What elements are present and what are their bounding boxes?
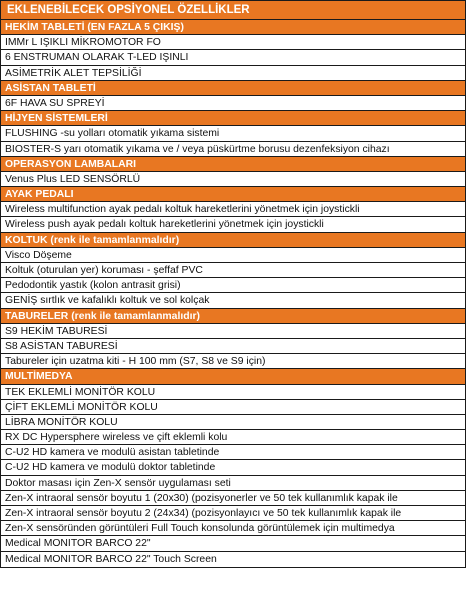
section-header: KOLTUK (renk ile tamamlanmalıdır): [1, 233, 465, 248]
section-header: TABURELER (renk ile tamamlanmalıdır): [1, 309, 465, 324]
table-body: [1, 20, 465, 567]
option-row: LİBRA MONİTÖR KOLU: [1, 415, 465, 430]
section-header: OPERASYON LAMBALARI: [1, 157, 465, 172]
option-row: C-U2 HD kamera ve modulü asistan tabletinde: [1, 445, 465, 460]
option-row: Zen-X sensöründen görüntüleri Full Touch konsolunda görüntülemek için multimedya: [1, 521, 465, 536]
option-row: S9 HEKİM TABURESİ: [1, 324, 465, 339]
option-row: Doktor masası için Zen-X sensör uygulaması seti: [1, 476, 465, 491]
section-header: HİJYEN SİSTEMLERİ: [1, 111, 465, 126]
option-row: TEK EKLEMLİ MONİTÖR KOLU: [1, 385, 465, 400]
option-row: Pedodontik yastık (kolon antrasit grisi): [1, 278, 465, 293]
option-row: Zen-X intraoral sensör boyutu 1 (20x30) (pozisyonerler ve 50 tek kullanımlık kapak ile: [1, 491, 465, 506]
option-row: 6 ENSTRUMAN OLARAK T-LED IŞINLI: [1, 50, 465, 65]
option-row: Medical MONITOR BARCO 22": [1, 536, 465, 551]
option-row: RX DC Hypersphere wireless ve çift eklemli kolu: [1, 430, 465, 445]
option-row: Wireless push ayak pedalı koltuk hareketlerini yönetmek için joystickli: [1, 217, 465, 232]
option-row: ASİMETRİK ALET TEPSİLİĞİ: [1, 66, 465, 81]
section-header: ASİSTAN TABLETİ: [1, 81, 465, 96]
section-header: AYAK PEDALI: [1, 187, 465, 202]
option-row: Zen-X intraoral sensör boyutu 2 (24x34) (pozisyonlayıcı ve 50 tek kullanımlık kapak ile: [1, 506, 465, 521]
option-row: IMMr L IŞIKLI MİKROMOTOR FO: [1, 35, 465, 50]
option-row: GENİŞ sırtlık ve kafalıklı koltuk ve sol kolçak: [1, 293, 465, 308]
section-header: HEKİM TABLETİ (EN FAZLA 5 ÇIKIŞ): [1, 20, 465, 35]
option-row: S8 ASİSTAN TABURESİ: [1, 339, 465, 354]
option-row: ÇİFT EKLEMLİ MONİTÖR KOLU: [1, 400, 465, 415]
option-row: C-U2 HD kamera ve modulü doktor tabletinde: [1, 460, 465, 475]
option-row: Visco Döşeme: [1, 248, 465, 263]
option-row: Tabureler için uzatma kiti - H 100 mm (S7, S8 ve S9 için): [1, 354, 465, 369]
section-header: MULTİMEDYA: [1, 369, 465, 384]
option-row: 6F HAVA SU SPREYİ: [1, 96, 465, 111]
option-row: BIOSTER-S yarı otomatik yıkama ve / veya püskürtme borusu dezenfeksiyon cihazı: [1, 142, 465, 157]
table-title: EKLENEBİLECEK OPSİYONEL ÖZELLİKLER: [1, 1, 465, 20]
option-row: FLUSHING -su yolları otomatik yıkama sistemi: [1, 126, 465, 141]
option-row: Medical MONITOR BARCO 22" Touch Screen: [5, 553, 217, 565]
option-row: Venus Plus LED SENSÖRLÜ: [1, 172, 465, 187]
option-row: Koltuk (oturulan yer) koruması - şeffaf PVC: [1, 263, 465, 278]
option-row: Wireless multifunction ayak pedalı koltuk hareketlerini yönetmek için joystickli: [1, 202, 465, 217]
